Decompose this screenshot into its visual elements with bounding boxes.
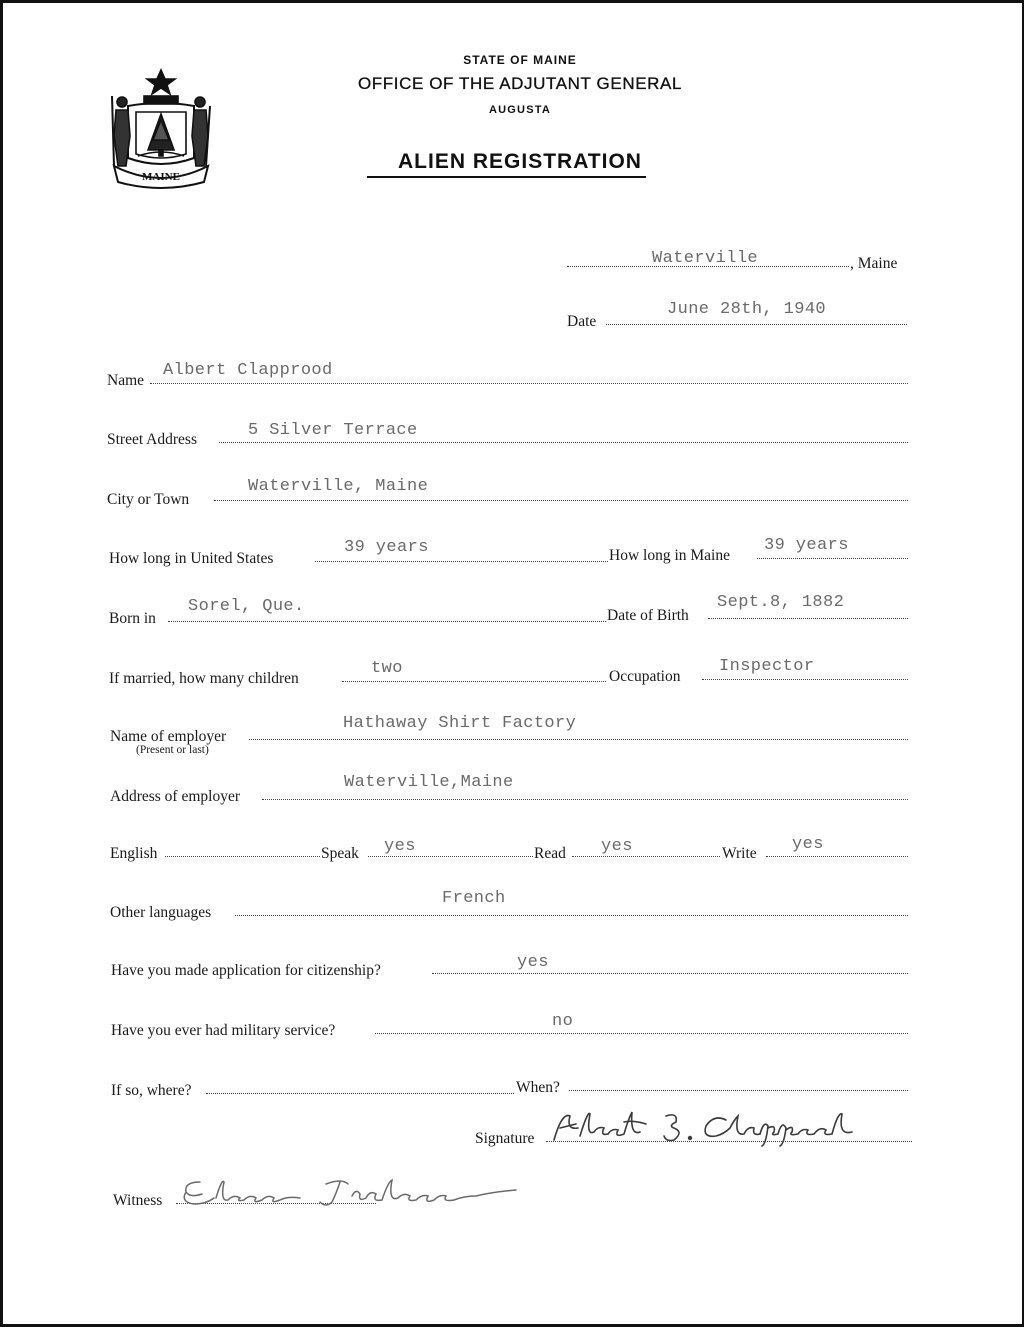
where-label: If so, where? xyxy=(111,1082,192,1099)
header-state: STATE OF MAINE xyxy=(463,53,577,67)
date-label: Date xyxy=(567,313,597,330)
military-value: no xyxy=(552,1012,574,1031)
date-line xyxy=(606,324,907,325)
place-suffix: , Maine xyxy=(850,255,898,272)
how-long-maine-line xyxy=(757,558,908,559)
write-line xyxy=(766,856,908,857)
occupation-line xyxy=(702,679,908,680)
header-office: OFFICE OF THE ADJUTANT GENERAL xyxy=(357,74,683,93)
write-value: yes xyxy=(792,835,824,854)
where-line xyxy=(206,1093,514,1094)
military-line xyxy=(375,1033,908,1034)
occupation-value: Inspector xyxy=(719,657,815,676)
how-long-maine-label: How long in Maine xyxy=(609,547,730,564)
speak-value: yes xyxy=(384,837,416,856)
english-line xyxy=(165,856,320,857)
seal-text: MAINE xyxy=(142,171,180,183)
employer-address-value: Waterville,Maine xyxy=(344,773,514,792)
read-label: Read xyxy=(534,845,566,862)
born-in-line xyxy=(168,621,606,622)
employer-name-sublabel: (Present or last) xyxy=(136,744,209,756)
read-line xyxy=(572,856,720,857)
how-long-us-line xyxy=(315,561,608,562)
applicant-signature xyxy=(548,1106,868,1150)
children-line xyxy=(342,681,606,682)
how-long-maine-value: 39 years xyxy=(764,536,849,555)
speak-line xyxy=(368,856,533,857)
place-value: Waterville xyxy=(652,249,759,268)
name-value: Albert Clapprood xyxy=(163,361,333,380)
born-in-value: Sorel, Que. xyxy=(188,597,305,616)
form-title: ALIEN REGISTRATION xyxy=(398,150,642,173)
children-value: two xyxy=(371,659,403,678)
employer-address-label: Address of employer xyxy=(110,788,240,805)
employer-name-line xyxy=(249,739,908,740)
name-label: Name xyxy=(107,372,145,389)
read-value: yes xyxy=(601,837,633,856)
citizenship-line xyxy=(432,973,908,974)
other-languages-label: Other languages xyxy=(110,904,212,921)
header-city: AUGUSTA xyxy=(489,104,551,116)
english-label: English xyxy=(110,845,158,862)
title-underline xyxy=(367,176,646,178)
born-in-label: Born in xyxy=(109,610,156,627)
when-label: When? xyxy=(516,1079,560,1096)
witness-label: Witness xyxy=(113,1192,163,1209)
speak-label: Speak xyxy=(321,845,359,862)
street-address-line xyxy=(219,442,908,443)
street-address-label: Street Address xyxy=(107,431,197,448)
date-of-birth-value: Sept.8, 1882 xyxy=(717,593,845,612)
how-long-us-value: 39 years xyxy=(344,538,429,557)
name-line xyxy=(150,383,908,384)
citizenship-label: Have you made application for citizenship? xyxy=(111,962,381,979)
employer-name-value: Hathaway Shirt Factory xyxy=(343,714,577,733)
date-of-birth-label: Date of Birth xyxy=(607,607,689,624)
write-label: Write xyxy=(722,845,757,862)
city-value: Waterville, Maine xyxy=(248,477,429,496)
street-address-value: 5 Silver Terrace xyxy=(248,421,418,440)
employer-address-line xyxy=(262,799,908,800)
military-label: Have you ever had military service? xyxy=(111,1022,336,1039)
other-languages-line xyxy=(235,915,908,916)
date-value: June 28th, 1940 xyxy=(667,300,827,319)
employer-name-label: Name of employer xyxy=(110,728,227,745)
other-languages-value: French xyxy=(442,889,506,908)
witness-signature xyxy=(176,1172,536,1212)
date-of-birth-line xyxy=(708,618,908,619)
when-line xyxy=(569,1090,908,1091)
citizenship-value: yes xyxy=(517,953,549,972)
how-long-us-label: How long in United States xyxy=(109,550,274,567)
city-line xyxy=(214,500,908,501)
occupation-label: Occupation xyxy=(609,668,681,685)
signature-label: Signature xyxy=(475,1130,535,1147)
city-label: City or Town xyxy=(107,491,190,508)
children-label: If married, how many children xyxy=(109,670,299,687)
